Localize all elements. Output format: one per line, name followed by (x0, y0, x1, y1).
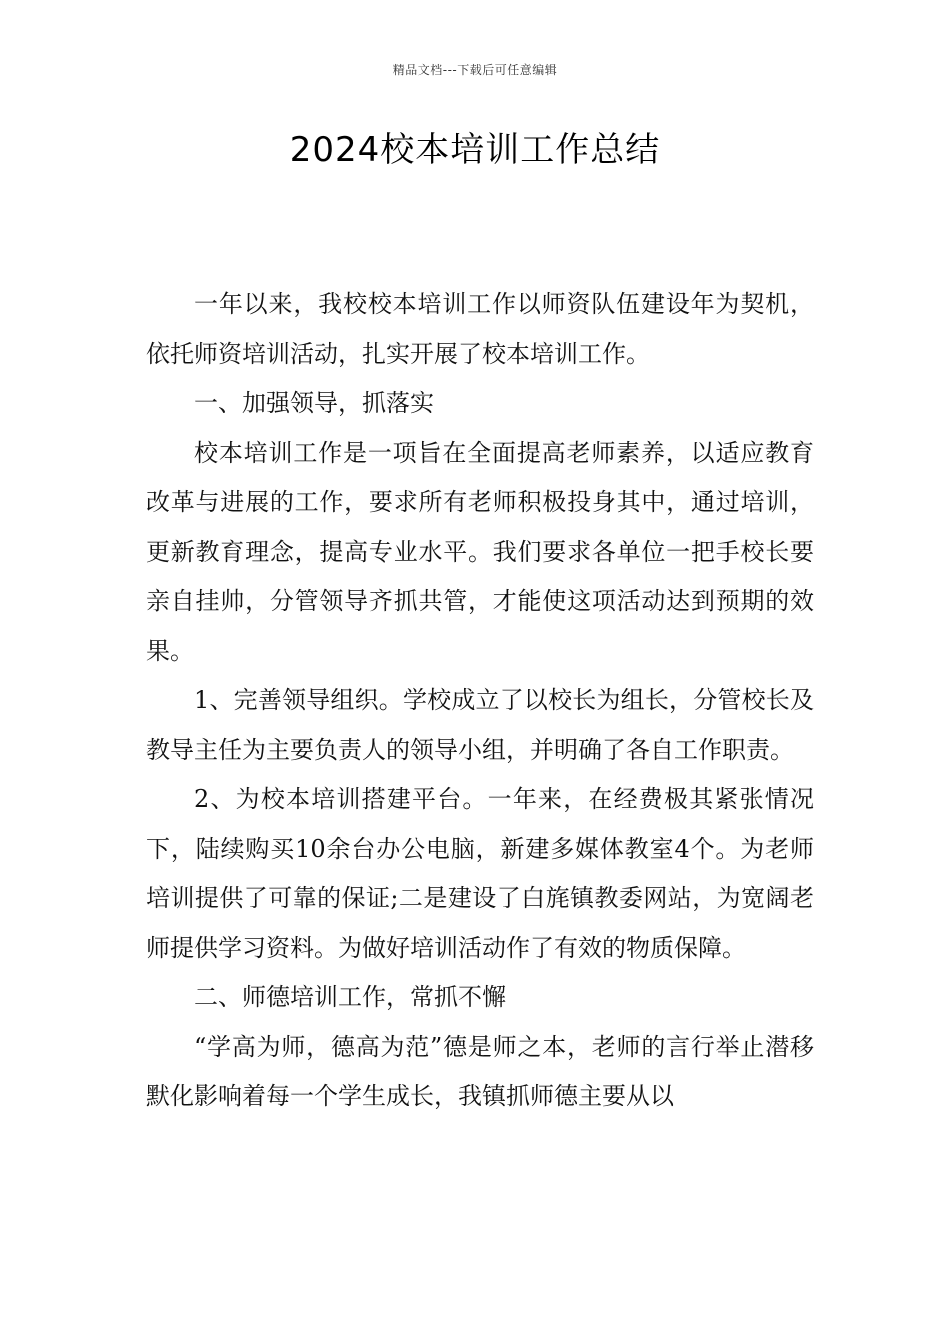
document-title: 2024校本培训工作总结 (289, 130, 661, 170)
section-heading-1: 一、加强领导，抓落实 (194, 389, 434, 417)
paragraph-intro: 一年以来，我校校本培训工作以师资队伍建设年为契机，依托师资培训活动，扎实开展了校本培训工作。 (146, 290, 814, 368)
paragraph-item-1: 1、完善领导组织。学校成立了以校长为组长，分管校长及教导主任为主要负责人的领导小组，并明确了各自工作职责。 (146, 686, 814, 764)
paragraph-item-2: 2、为校本培训搭建平台。一年来，在经费极其紧张情况下，陆续购买10余台办公电脑，新建多媒体教室4个。为老师培训提供了可靠的保证;二是建设了白旄镇教委网站，为宽阔老师提供学习资料。为做好培训活动作了有效的物质保障。 (146, 785, 814, 962)
header-note: 精品文档---下载后可任意编辑 (392, 63, 558, 77)
paragraph-section-2: “学高为师，德高为范”德是师之本，老师的言行举止潜移默化影响着每一个学生成长，我镇抓师德主要从以 (146, 1032, 814, 1110)
section-heading-2: 二、师德培训工作，常抓不懈 (194, 983, 506, 1011)
document-body (146, 280, 814, 1122)
paragraph-section-1: 校本培训工作是一项旨在全面提高老师素养，以适应教育改革与进展的工作，要求所有老师积极投身其中，通过培训，更新教育理念，提高专业水平。我们要求各单位一把手校长要亲自挂帅，分管领导齐抓共管，才能使这项活动达到预期的效果。 (146, 438, 814, 665)
